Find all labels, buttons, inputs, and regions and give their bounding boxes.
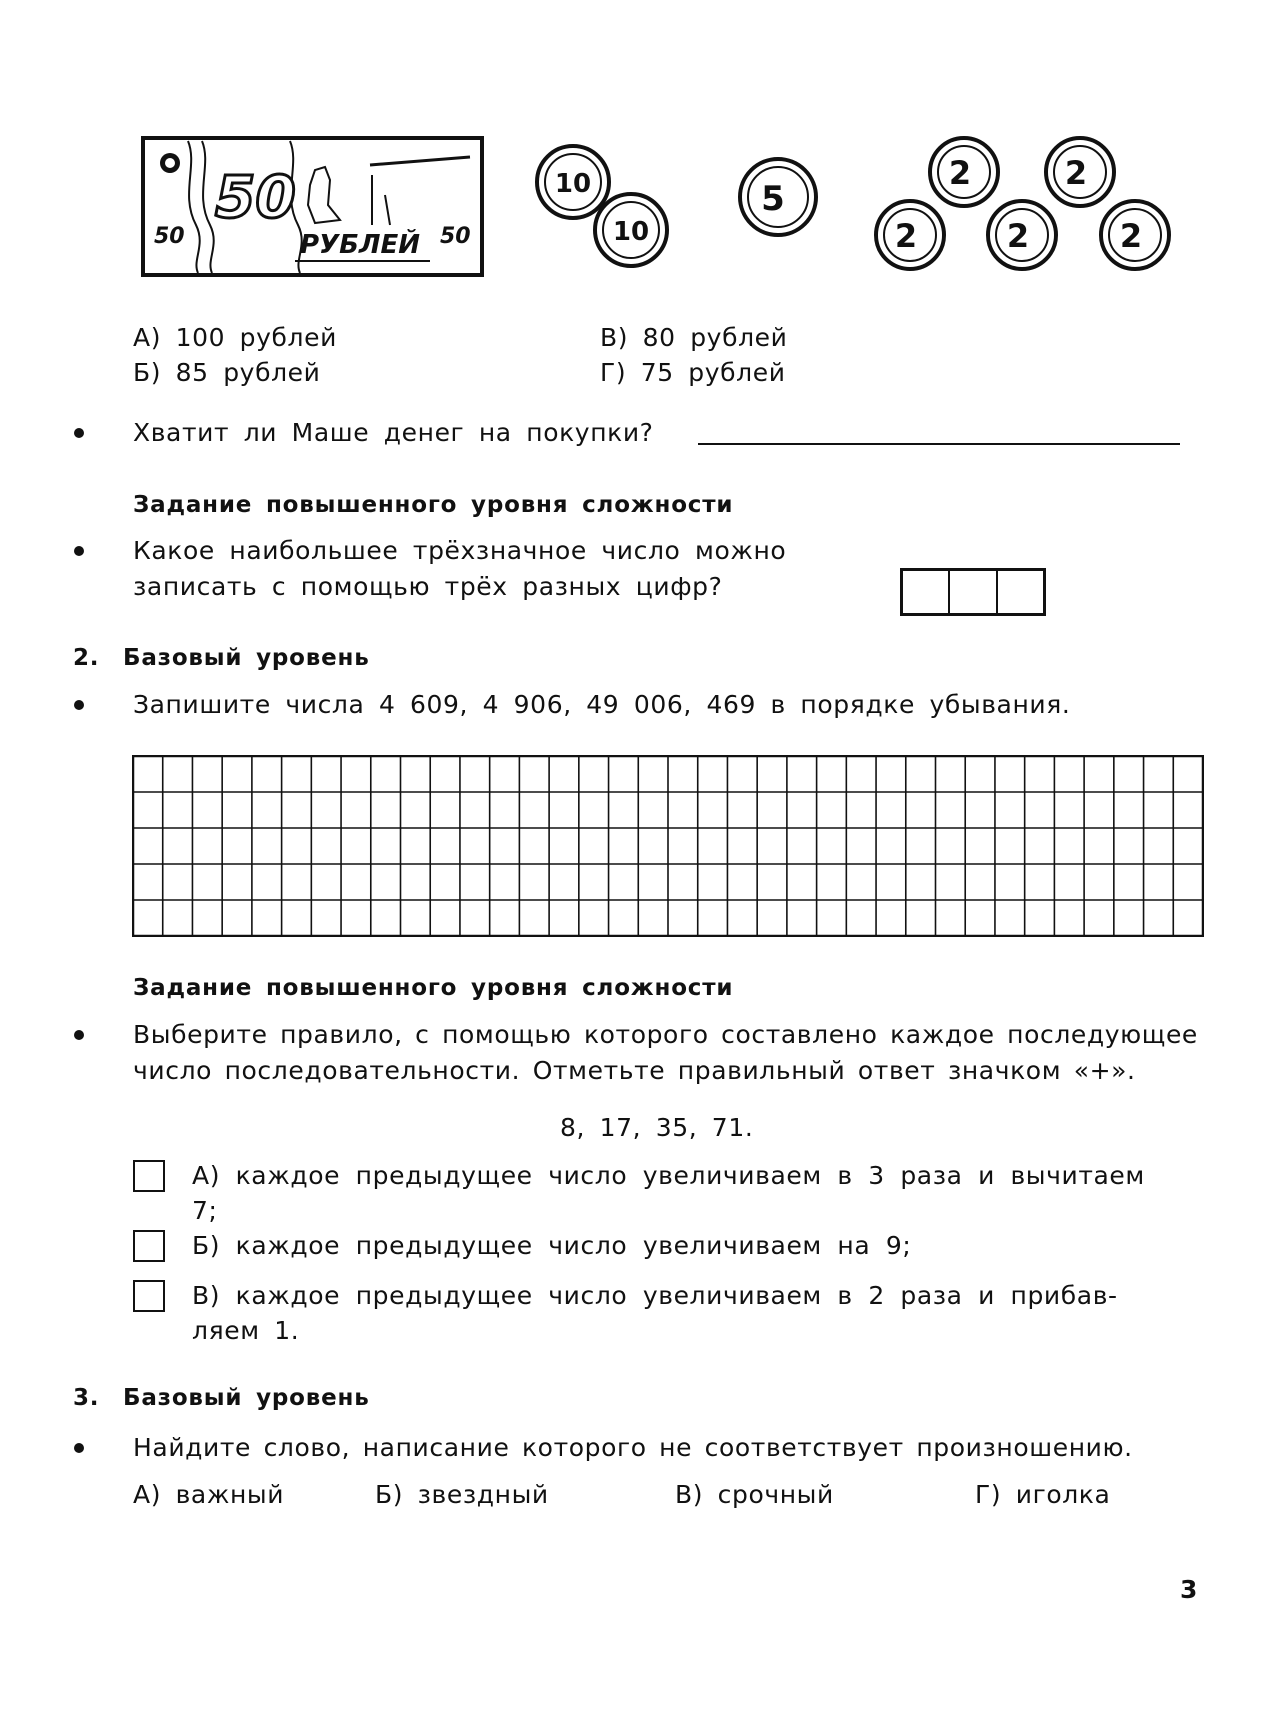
banknote-50-illustration xyxy=(140,135,485,278)
task3-heading: Базовый уровень xyxy=(123,1385,370,1411)
coin-2-icon xyxy=(988,201,1056,269)
bullet-icon xyxy=(74,1443,84,1453)
bullet-icon xyxy=(74,546,84,556)
svg-text:5: 5 xyxy=(761,179,785,219)
adv2-option-a-line2: 7; xyxy=(192,1196,218,1225)
banknote-corner-left: 50 xyxy=(154,224,185,249)
svg-text:2: 2 xyxy=(1119,217,1143,255)
q1-option-v: В) 80 рублей xyxy=(600,323,788,352)
bullet-icon xyxy=(74,428,84,438)
coin-2-icon xyxy=(876,201,944,269)
svg-text:10: 10 xyxy=(612,217,650,247)
adv1-heading: Задание повышенного уровня сложности xyxy=(133,492,734,518)
adv2-option-v-line2: ляем 1. xyxy=(192,1316,300,1345)
adv2-sequence: 8, 17, 35, 71. xyxy=(560,1113,754,1142)
adv2-heading: Задание повышенного уровня сложности xyxy=(133,975,734,1001)
task3-option-b: Б) звездный xyxy=(375,1480,549,1509)
coin-10-icon xyxy=(595,194,667,266)
coin-5-icon xyxy=(740,159,816,235)
task3-option-g: Г) иголка xyxy=(975,1480,1111,1509)
task2-heading: Базовый уровень xyxy=(123,645,370,671)
banknote-corner-right: 50 xyxy=(440,224,471,249)
option-b-checkbox[interactable] xyxy=(133,1230,165,1262)
task3-number: 3. xyxy=(73,1385,100,1411)
adv2-option-b: Б) каждое предыдущее число увеличиваем на 9; xyxy=(192,1231,912,1260)
q1-option-g: Г) 75 рублей xyxy=(600,358,786,387)
coin-10-icon xyxy=(537,146,609,218)
q1-question: Хватит ли Маше денег на покупки? xyxy=(133,418,654,447)
task2-instruction: Запишите числа 4 609, 4 906, 49 006, 469 в порядке убывания. xyxy=(133,690,1071,719)
adv1-line1: Какое наибольшее трёхзначное число можно xyxy=(133,536,787,565)
bullet-icon xyxy=(74,700,84,710)
adv2-option-a-line1: А) каждое предыдущее число увеличиваем в 3 раза и вычитаем xyxy=(192,1161,1145,1190)
banknote-value: 50 xyxy=(215,163,296,231)
coins-illustration xyxy=(535,130,1185,280)
task3-option-a: А) важный xyxy=(133,1480,285,1509)
banknote-word: РУБЛЕЙ xyxy=(300,230,421,260)
coin-2-icon xyxy=(1046,138,1114,206)
svg-text:2: 2 xyxy=(948,154,972,192)
page-number: 3 xyxy=(1180,1575,1198,1604)
task3-instruction: Найдите слово, написание которого не соответствует произношению. xyxy=(133,1433,1133,1462)
svg-text:2: 2 xyxy=(1064,154,1088,192)
bullet-icon xyxy=(74,1030,84,1040)
adv2-option-v-line1: В) каждое предыдущее число увеличиваем в 2 раза и прибав- xyxy=(192,1281,1118,1310)
coin-2-icon xyxy=(930,138,998,206)
option-v-checkbox[interactable] xyxy=(133,1280,165,1312)
answer-grid[interactable] xyxy=(132,755,1204,937)
svg-text:10: 10 xyxy=(554,169,592,199)
adv2-line1: Выберите правило, с помощью которого составлено каждое последующее xyxy=(133,1020,1198,1049)
adv2-line2: число последовательности. Отметьте правильный ответ значком «+». xyxy=(133,1056,1136,1085)
q1-option-a: А) 100 рублей xyxy=(133,323,337,352)
task2-number: 2. xyxy=(73,645,100,671)
coin-2-icon xyxy=(1101,201,1169,269)
task3-option-v: В) срочный xyxy=(675,1480,834,1509)
adv1-line2: записать с помощью трёх разных цифр? xyxy=(133,572,723,601)
svg-text:2: 2 xyxy=(894,217,918,255)
option-a-checkbox[interactable] xyxy=(133,1160,165,1192)
svg-text:2: 2 xyxy=(1006,217,1030,255)
q1-option-b: Б) 85 рублей xyxy=(133,358,321,387)
three-digit-answer-boxes[interactable] xyxy=(900,568,1046,616)
q1-answer-line[interactable] xyxy=(698,443,1180,445)
